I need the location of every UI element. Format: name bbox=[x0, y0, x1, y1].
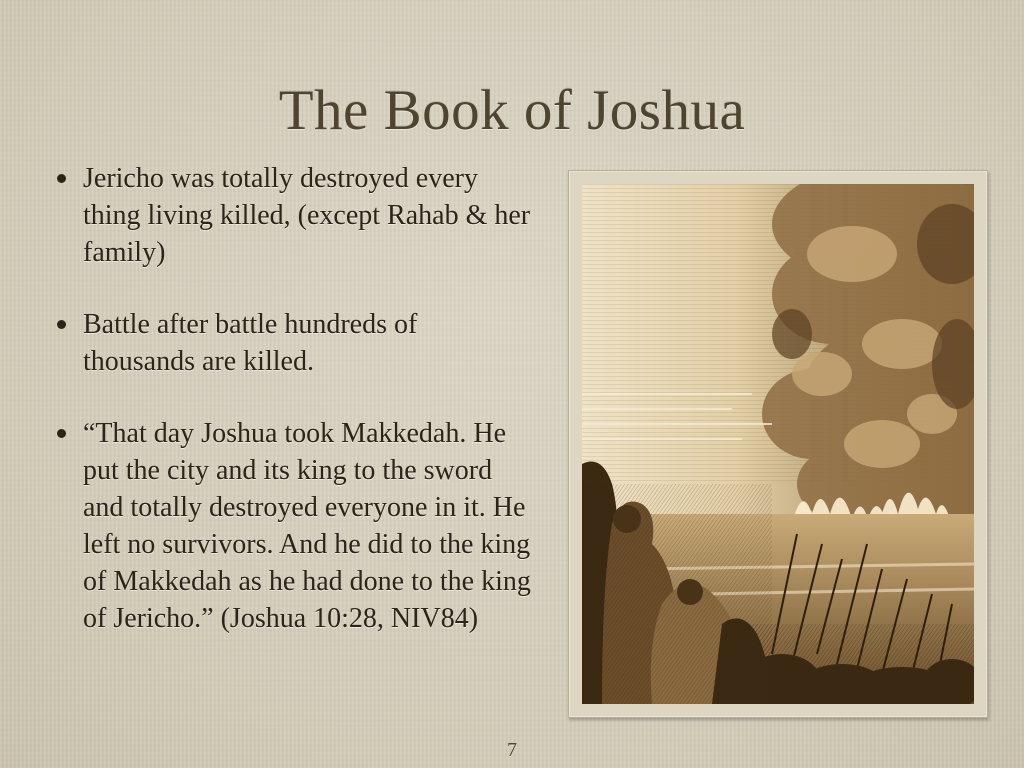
bullet-point-icon bbox=[57, 320, 66, 329]
bullet-item bbox=[56, 306, 536, 380]
slide-title: The Book of Joshua bbox=[278, 79, 746, 142]
bullet-point-icon bbox=[57, 174, 66, 183]
bullet-list bbox=[56, 160, 536, 637]
bullet-point-icon bbox=[57, 429, 66, 438]
page-number: 7 bbox=[507, 739, 517, 761]
bullet-text: Jericho was totally destroyed every thing living killed, (except Rahab & her family) bbox=[83, 163, 531, 268]
bullet-text: Battle after battle hundreds of thousands are killed. bbox=[83, 309, 418, 377]
bullet-item bbox=[56, 415, 536, 637]
picture-frame bbox=[568, 170, 988, 718]
bullet-text: “That day Joshua took Makkedah. He put the city and its king to the sword and totally destroyed everyone in it. He left no survivors. And he did to the king of Makkedah as he had done to the king of Jericho.” (Joshua 10:28, NIV84) bbox=[83, 418, 531, 634]
bullet-item bbox=[56, 160, 536, 271]
burning-city-engraving bbox=[582, 184, 974, 704]
